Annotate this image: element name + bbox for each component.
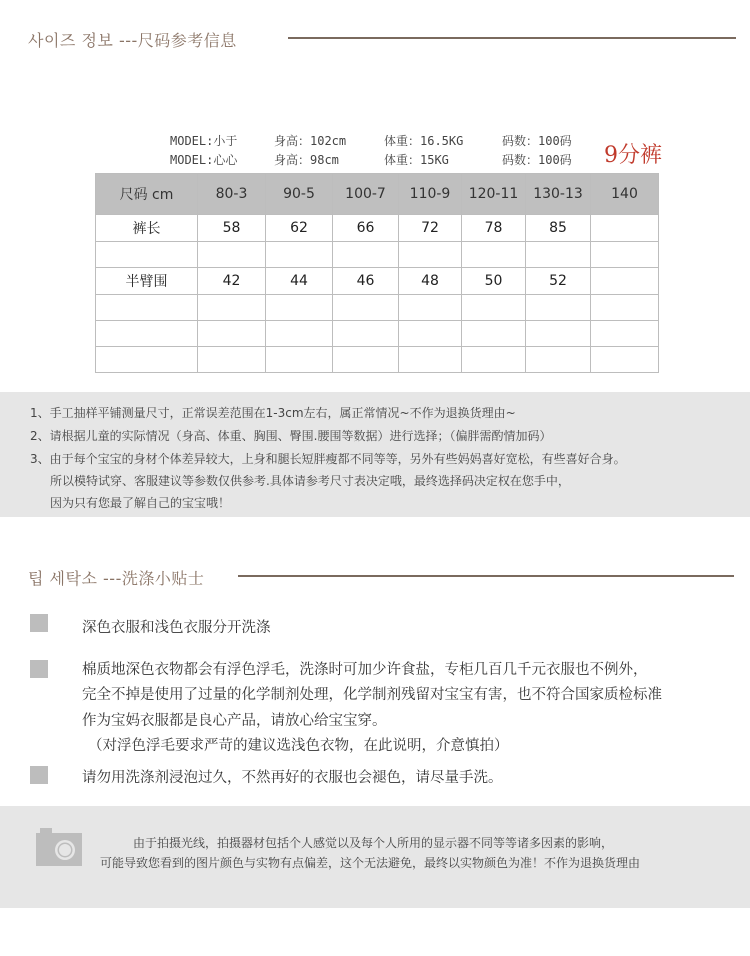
table-cell <box>333 295 399 321</box>
table-cell: 裤长 <box>96 215 198 242</box>
size-notes-panel <box>0 392 750 517</box>
table-cell: 42 <box>198 268 266 295</box>
tip-text: 深色衣服和浅色衣服分开洗涤 <box>82 620 271 636</box>
table-header-row <box>96 174 659 215</box>
disclaimer-line: 可能导致您看到的图片颜色与实物有点偏差，这个无法避免，最终以实物颜色为准！不作为退换货理由 <box>100 856 641 870</box>
table-header-cell: 110-9 <box>399 174 462 215</box>
note-line: 1、手工抽样平铺测量尺寸，正常误差范围在1-3cm左右，属正常情况~不作为退换货理由~ <box>30 406 516 420</box>
model-height: 身高：98cm <box>274 153 339 167</box>
tip-text: 完全不掉是使用了过量的化学制剂处理，化学制剂残留对宝宝有害，也不符合国家质检标准 <box>82 687 662 703</box>
table-cell <box>591 347 659 373</box>
table-row <box>96 215 659 242</box>
table-header-cell: 120-11 <box>462 174 526 215</box>
pants-length-label: 9分裤 <box>604 143 662 168</box>
table-header-cell: 90-5 <box>266 174 333 215</box>
table-cell <box>266 347 333 373</box>
size-section-title <box>28 28 237 51</box>
table-row <box>96 321 659 347</box>
table-header-cell: 80-3 <box>198 174 266 215</box>
table-cell <box>462 321 526 347</box>
table-cell <box>198 295 266 321</box>
table-cell <box>96 347 198 373</box>
table-cell: 66 <box>333 215 399 242</box>
table-cell <box>399 242 462 268</box>
table-cell: 46 <box>333 268 399 295</box>
table-cell: 44 <box>266 268 333 295</box>
wash-section-divider <box>238 575 734 577</box>
disclaimer-line: 由于拍摄光线，拍摄器材包括个人感觉以及每个人所用的显示器不同等等诸多因素的影响， <box>133 836 614 850</box>
table-row <box>96 295 659 321</box>
table-cell <box>591 242 659 268</box>
model-size: 码数：100码 <box>502 134 572 148</box>
table-cell <box>96 242 198 268</box>
tip-text: 棉质地深色衣物都会有浮色浮毛，洗涤时可加少许食盐，专柜几百几千元衣服也不例外， <box>82 662 648 678</box>
tip-text: （对浮色浮毛要求严苛的建议选浅色衣物，在此说明，介意慎拍） <box>88 738 509 754</box>
table-cell <box>198 321 266 347</box>
model-name: MODEL:心心 <box>170 153 238 167</box>
table-cell: 85 <box>526 215 591 242</box>
table-cell: 62 <box>266 215 333 242</box>
table-cell <box>462 242 526 268</box>
table-cell <box>462 295 526 321</box>
table-cell: 78 <box>462 215 526 242</box>
size-title-cn: ---尺码参考信息 <box>118 31 237 50</box>
table-cell <box>399 347 462 373</box>
table-row <box>96 242 659 268</box>
tip-text: 作为宝妈衣服都是良心产品，请放心给宝宝穿。 <box>82 713 387 729</box>
model-weight: 体重：15KG <box>384 153 449 167</box>
table-cell <box>266 242 333 268</box>
note-line: 3、由于每个宝宝的身材个体差异较大，上身和腿长短胖瘦都不同等等，另外有些妈妈喜好宽松，有些喜好合身。 <box>30 452 626 466</box>
table-cell <box>399 321 462 347</box>
table-cell <box>526 347 591 373</box>
wash-title-ko: 팁 세탁소 <box>28 569 98 588</box>
table-cell <box>526 242 591 268</box>
wash-title-cn: ---洗涤小贴士 <box>103 569 205 588</box>
wash-section-title <box>28 566 204 589</box>
tip-text: 请勿用洗涤剂浸泡过久，不然再好的衣服也会褪色，请尽量手洗。 <box>82 770 503 786</box>
table-cell: 58 <box>198 215 266 242</box>
table-header-cell: 100-7 <box>333 174 399 215</box>
table-header-cell: 尺码 cm <box>96 174 198 215</box>
table-cell <box>399 295 462 321</box>
table-cell <box>96 295 198 321</box>
tip-bullet <box>30 660 48 678</box>
table-cell <box>333 347 399 373</box>
table-cell <box>266 295 333 321</box>
model-size: 码数：100码 <box>502 153 572 167</box>
table-row <box>96 347 659 373</box>
table-cell <box>591 295 659 321</box>
table-cell <box>333 321 399 347</box>
table-cell <box>526 321 591 347</box>
table-cell <box>198 242 266 268</box>
model-name: MODEL:小于 <box>170 134 238 148</box>
note-line: 因为只有您最了解自己的宝宝哦！ <box>50 496 231 510</box>
table-cell <box>591 321 659 347</box>
table-cell <box>462 347 526 373</box>
camera-icon <box>36 828 82 866</box>
size-table <box>95 173 659 373</box>
table-header-cell: 130-13 <box>526 174 591 215</box>
table-cell <box>198 347 266 373</box>
table-cell <box>591 268 659 295</box>
table-cell <box>526 295 591 321</box>
table-row <box>96 268 659 295</box>
size-section-divider <box>288 37 736 39</box>
note-line: 所以模特试穿、客服建议等参数仅供参考.具体请参考尺寸表决定哦，最终选择码决定权在您手中， <box>50 474 570 488</box>
tip-bullet <box>30 766 48 784</box>
size-title-ko: 사이즈 정보 <box>28 31 114 50</box>
table-cell <box>591 215 659 242</box>
tip-bullet <box>30 614 48 632</box>
table-cell: 52 <box>526 268 591 295</box>
model-row-2 <box>170 151 590 167</box>
disclaimer-panel <box>0 806 750 908</box>
table-cell <box>333 242 399 268</box>
table-cell: 半臂围 <box>96 268 198 295</box>
table-cell: 72 <box>399 215 462 242</box>
model-height: 身高：102cm <box>274 134 347 148</box>
table-cell <box>96 321 198 347</box>
note-line: 2、请根据儿童的实际情况（身高、体重、胸围、臀围.腰围等数据）进行选择；（偏胖需酌情加码） <box>30 429 552 443</box>
model-weight: 体重：16.5KG <box>384 134 464 148</box>
table-cell <box>266 321 333 347</box>
table-cell: 48 <box>399 268 462 295</box>
model-row-1 <box>170 132 590 148</box>
table-cell: 50 <box>462 268 526 295</box>
table-header-cell: 140 <box>591 174 659 215</box>
